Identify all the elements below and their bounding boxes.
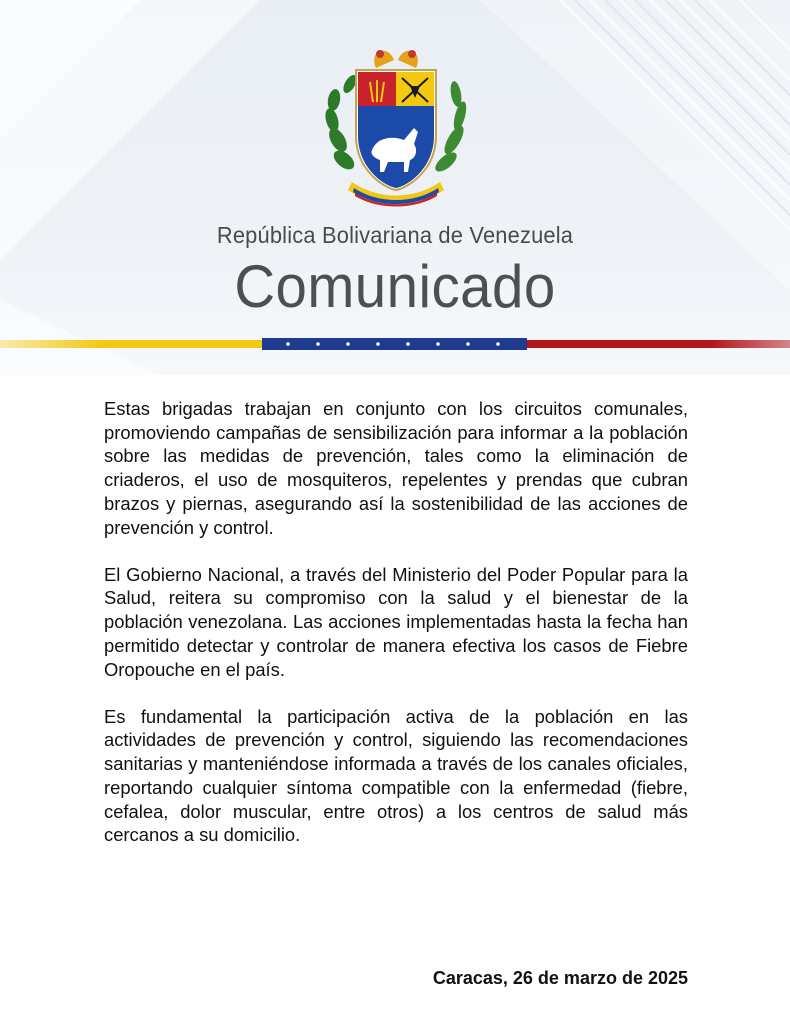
country-subtitle: República Bolivariana de Venezuela [216,222,574,248]
paragraph-3: Es fundamental la participación activa de la población en las actividades de prevención y control, siguiendo las recomendaciones sanitarias y manteniéndose informada a través de los canales oficiales, reportando cualquier síntoma compatible con la enfermedad (fiebre, cefalea, dolor muscular, entre otros) a los centros de salud más cercanos a su domicilio. [104,705,688,846]
paragraph-2: El Gobierno Nacional, a través del Ministerio del Poder Popular para la Salud, reitera su compromiso con la salud y el bienestar de la población venezolana. Las acciones implementadas hasta la fecha han permitido detectar y controlar de manera efectiva los casos de Fiebre Oropouche en el país. [104,563,688,680]
flag-stripe [0,338,790,350]
communique-header [0,0,790,375]
communique-body [104,397,688,870]
page-title: Comunicado [234,253,556,320]
coat-of-arms-emblem [318,40,474,210]
date-line: Caracas, 26 de marzo de 2025 [432,968,688,988]
paragraph-1: Estas brigadas trabajan en conjunto con los circuitos comunales, promoviendo campañas de sensibilización para informar a la población sobre las medidas de prevención, tales como la eliminación de criaderos, el uso de mosquiteros, repelentes y prendas que cubran brazos y piernas, asegurando así la sostenibilidad de las acciones de prevención y control. [104,398,688,538]
